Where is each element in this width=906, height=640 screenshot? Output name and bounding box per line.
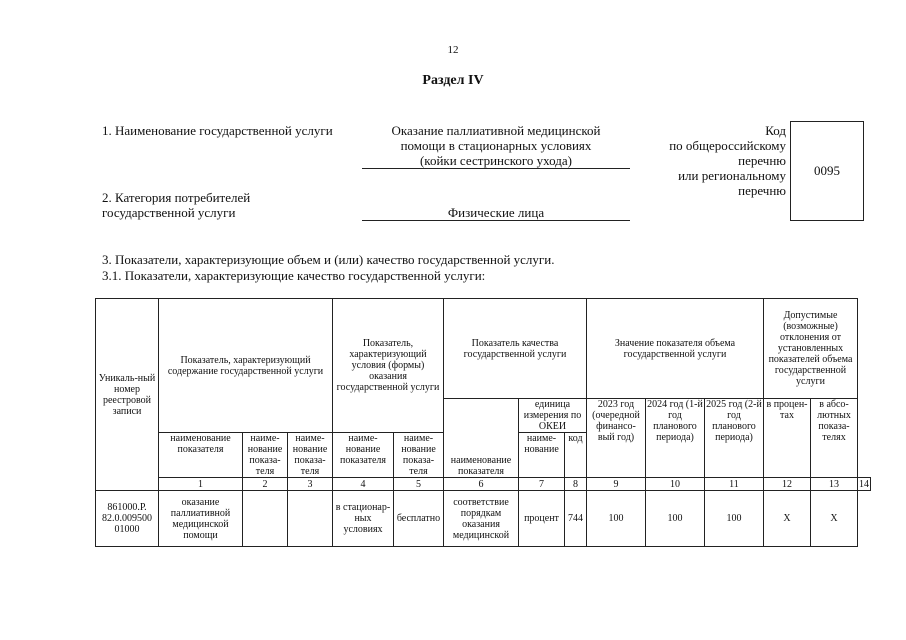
column-number: 4 [333, 478, 394, 491]
header-year-2025: 2025 год (2-й год планового периода) [705, 399, 764, 478]
service-name-line: (койки сестринского ухода) [362, 153, 630, 169]
column-number: 8 [565, 478, 587, 491]
column-number: 11 [705, 478, 764, 491]
service-code-box: 0095 [790, 121, 864, 221]
code-label [640, 123, 786, 198]
code-label-line: перечню [738, 153, 786, 168]
category-label [102, 190, 250, 220]
cell-deviation-absolute: Х [811, 491, 858, 547]
category-value: Физические лица [362, 205, 630, 221]
column-number: 7 [519, 478, 565, 491]
service-name-value [362, 123, 630, 169]
cell-value-2025: 100 [705, 491, 764, 547]
cell-condition: в стационар-ных условиях [333, 491, 394, 547]
header-allowed-deviation: Допустимые (возможные) отклонения от установленных показателей объема государственной услуги [764, 299, 858, 399]
cell-unit-name: процент [519, 491, 565, 547]
header-unit-okei: единица измерения по ОКЕИ [519, 399, 587, 433]
code-label-line: Код [765, 123, 786, 138]
cell-content-name: оказание паллиативной медицинской помощи [159, 491, 243, 547]
service-name-line: Оказание паллиативной медицинской [391, 123, 601, 138]
code-label-line: перечню [738, 183, 786, 198]
column-number: 1 [159, 478, 243, 491]
cell-content-name-3 [288, 491, 333, 547]
header-content-indicator: Показатель, характеризующий содержание государственной услуги [159, 299, 333, 433]
cell-unit-code: 744 [565, 491, 587, 547]
cell-content-name-2 [243, 491, 288, 547]
code-label-line: по общероссийскому [669, 138, 786, 153]
service-name-line: помощи в стационарных условиях [400, 138, 592, 153]
cell-condition-2: бесплатно [394, 491, 444, 547]
table-row [96, 491, 871, 547]
column-number: 10 [646, 478, 705, 491]
cell-indicator-name: соответствие порядкам оказания медицинской [444, 491, 519, 547]
column-number: 6 [444, 478, 519, 491]
header-content-name-1: наименование показателя [159, 433, 243, 478]
heading-3-1: 3.1. Показатели, характеризующие качество государственной услуги: [102, 268, 486, 283]
category-label-line: 2. Категория потребителей [102, 190, 251, 205]
header-unit-name: наиме-нование [519, 433, 565, 478]
header-unique-number: Уникаль-ный номер реестровой записи [96, 299, 159, 491]
cell-value-2024: 100 [646, 491, 705, 547]
code-label-line: или региональному [678, 168, 786, 183]
page-number: 12 [447, 44, 459, 56]
header-unit-code: код [565, 433, 587, 478]
column-number: 5 [394, 478, 444, 491]
header-content-name-2: наиме-нование показа-теля [243, 433, 288, 478]
column-number: 9 [587, 478, 646, 491]
heading-3: 3. Показатели, характеризующие объем и (или) качество государственной услуги. [102, 252, 555, 267]
header-condition-name-2: наиме-нование показа-теля [394, 433, 444, 478]
cell-deviation-percent: Х [764, 491, 811, 547]
cell-value-2023: 100 [587, 491, 646, 547]
header-year-2024: 2024 год (1-й год планового периода) [646, 399, 705, 478]
header-condition-name-1: наиме-нование показателя [333, 433, 394, 478]
column-number: 3 [288, 478, 333, 491]
column-number: 14 [859, 478, 869, 490]
header-volume-value: Значение показателя объема государственной услуги [587, 299, 764, 399]
header-quality-indicator: Показатель качества государственной услуги [444, 299, 587, 399]
column-number: 13 [811, 478, 858, 491]
category-label-line: государственной услуги [102, 205, 236, 220]
service-name-label: 1. Наименование государственной услуги [102, 123, 333, 138]
header-conditions-indicator: Показатель, характеризующий условия (формы) оказания государственной услуги [333, 299, 444, 433]
column-number: 12 [764, 478, 811, 491]
header-content-name-3: наиме-нование показа-теля [288, 433, 333, 478]
section-title: Раздел IV [422, 73, 484, 88]
column-number: 2 [243, 478, 288, 491]
header-absolute: в абсо-лютных показа-телях [811, 399, 858, 478]
cell-unique-number: 861000.Р. 82.0.009500 01000 [96, 491, 159, 547]
header-indicator-name: наименование показателя [444, 399, 519, 478]
header-year-2023: 2023 год (очередной финансо-вый год) [587, 399, 646, 478]
quality-table [95, 298, 871, 547]
header-percent: в процен-тах [764, 399, 811, 478]
